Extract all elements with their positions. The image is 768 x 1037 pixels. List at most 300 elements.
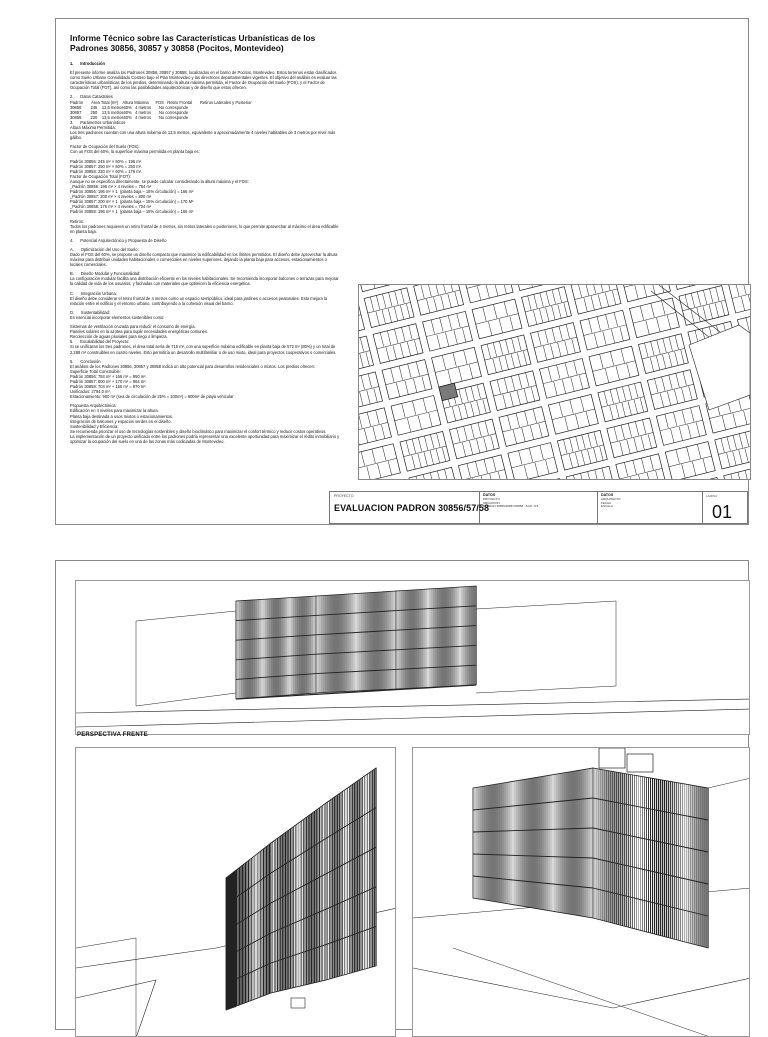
map-parcel <box>437 335 440 349</box>
map-parcel <box>642 420 645 434</box>
map-parcel <box>387 331 390 345</box>
map-parcel <box>676 450 679 464</box>
map-parcel <box>721 438 724 452</box>
map-parcel <box>709 305 712 319</box>
map-parcel <box>409 325 412 339</box>
map-parcel <box>621 349 624 363</box>
map-parcel <box>510 316 513 330</box>
map-parcel <box>424 452 427 466</box>
map-parcel <box>546 307 549 321</box>
title-block-project <box>330 492 480 523</box>
map-parcel <box>373 427 376 441</box>
map-parcel <box>651 341 654 355</box>
map-parcel <box>641 436 644 450</box>
map-parcel <box>372 285 375 289</box>
map-parcel <box>594 432 597 446</box>
title-block-data-1 <box>480 492 598 523</box>
map-parcel <box>709 289 712 303</box>
map-parcel <box>565 417 568 431</box>
report-paragraph: 2. Datos Catastrales Padrón Área Total (m²) Altura Máxima FOS Retiro Frontal Retiros Laterales y Posterior 30856 245 13,5 metros60% 4 metros No corresponde 30857 250 13,5 metros60% 4 metros No corresponde 30858 220 13,5 metros60% 4 metros No corresponde 3. Parámetros Urbanísticos Altura Máxima Permitida: Los tres padrones cuentan con una altura máxima de 13,5 metros, equivalente a aproximadamente 4 niveles habitables de 3 metros por nivel más gálibo. <box>70 94 340 140</box>
map-parcel <box>674 390 677 404</box>
map-parcel <box>687 447 690 461</box>
map-parcel <box>602 468 605 479</box>
map-parcel <box>682 464 685 478</box>
map-parcel <box>389 292 392 306</box>
map-parcel <box>656 471 659 479</box>
map-parcel <box>600 354 603 368</box>
map-block <box>571 285 621 314</box>
map-parcel <box>457 428 460 442</box>
map-parcel <box>598 294 601 308</box>
map-parcel <box>491 435 494 449</box>
map-parcel <box>692 461 695 475</box>
map-block <box>513 285 563 291</box>
map-parcel <box>518 374 521 388</box>
map-parcel <box>545 330 548 344</box>
project-label: PROYECTO <box>334 494 475 498</box>
data-line: ESCALA <box>601 505 699 509</box>
map-parcel <box>475 461 478 475</box>
map-parcel <box>395 410 438 421</box>
map-parcel <box>471 402 474 416</box>
map-parcel <box>671 429 674 443</box>
map-parcel <box>524 465 527 479</box>
data-line: PROYECTO <box>483 498 594 502</box>
map-parcel <box>517 391 520 405</box>
map-parcel <box>471 424 474 438</box>
report-paragraph: C. Integración Urbana: El diseño debe considerar el retiro frontal de 4 metros como un espacio semipúblico, ideal para jardines o accesos peatonales. Esto mejora la relación entre el edificio y el entorno urbano, contribuyendo a la cohesión visual del barrio. <box>70 291 340 306</box>
map-parcel <box>688 425 691 439</box>
map-parcel <box>413 379 416 393</box>
data-heading-1: DATOS <box>483 494 594 498</box>
map-parcel <box>682 388 685 402</box>
report-paragraph: Padrón 30856: 245 m² × 60% = 196 m². Padrón 30857: 250 m² × 60% = 250 m². Padrón 30858: 220 m² × 60% = 176 m². Factor de Ocupación Total (FOT): Aunque no se especifica directamente, se puede calcular considerando la altura máxima y el FOS: _Padrón 30856: 196 m² × 4 niveles = 784 m² Padrón 30856: 196 m² × 1 (planta baja – 15% circulación) = 166 m² _Padrón 30857: 200 m² × 4 niveles = 800 m² Padrón 30857: 200 m² × 1 (planta baja – 15% circulación) = 170 M² _Padrón 30858: 176 m² × 4 niveles = 704 m² Padrón 30858: 196 m² × 1 (planta baja – 15% circulación) = 166 m² <box>70 159 340 215</box>
map-parcel <box>559 402 562 416</box>
map-parcel <box>648 434 651 448</box>
map-parcel <box>579 375 582 389</box>
map-parcel <box>662 377 665 391</box>
map-parcel <box>619 468 662 479</box>
map-block <box>359 285 405 292</box>
map-parcel <box>727 453 730 467</box>
data-line: UBICACION <box>483 502 594 506</box>
map-parcel <box>455 292 458 306</box>
map-parcel <box>359 414 362 428</box>
map-parcel <box>430 451 433 465</box>
map-parcel <box>580 397 583 411</box>
rooftop-volume <box>627 754 653 772</box>
map-parcel <box>581 451 584 465</box>
map-parcel <box>378 464 381 478</box>
map-parcel <box>654 379 657 393</box>
map-parcel <box>372 449 375 463</box>
map-parcel <box>505 356 508 370</box>
map-parcel <box>639 475 642 479</box>
map-parcel <box>616 388 619 402</box>
map-parcel <box>621 425 624 439</box>
map-parcel <box>504 378 507 392</box>
map-parcel <box>478 423 481 437</box>
map-parcel <box>716 287 719 301</box>
map-parcel <box>494 285 497 296</box>
report-paragraph: El presente informe analiza los Padrones 30856, 30857 y 30858, localizados en el barrio de Pocitos, Montevideo. Estos terrenos están clasificados como Suelo Urbano Consolidado Costero bajo el Plan Montevideo y las directrices departamentales vigentes. El objetivo del análisis es evaluar las características urbanísticas de los predios, determinando la altura máxima permitida, el Factor de Ocupación del Suelo (FOS), y el Factor de Ocupación Total (FOT), así como las posibilidades arquitectónicas y de diseño que estos ofrecen. <box>70 70 340 90</box>
map-parcel <box>416 476 419 479</box>
map-parcel <box>543 346 546 360</box>
map-parcel <box>669 456 712 467</box>
map-parcel <box>533 310 536 324</box>
map-parcel <box>454 330 457 344</box>
map-parcel <box>722 416 725 430</box>
map-parcel <box>462 443 465 457</box>
map-parcel <box>570 400 573 414</box>
map-parcel <box>511 354 514 368</box>
map-parcel <box>594 333 597 347</box>
map-parcel <box>519 451 522 465</box>
map-parcel <box>540 293 543 307</box>
map-parcel <box>566 324 569 338</box>
map-parcel <box>442 285 445 293</box>
map-parcel <box>578 285 581 297</box>
left-perspective-drawing <box>76 748 396 1037</box>
map-block <box>458 455 508 479</box>
map-parcel <box>412 439 415 453</box>
map-parcel <box>731 474 734 479</box>
map-parcel <box>669 375 672 389</box>
map-parcel <box>635 422 638 436</box>
map-parcel <box>673 412 676 426</box>
map-parcel <box>367 412 370 426</box>
map-parcel <box>370 297 373 311</box>
map-grid <box>359 285 750 479</box>
map-parcel <box>624 462 627 476</box>
map-parcel <box>511 376 514 390</box>
map-parcel <box>381 425 384 439</box>
map-parcel <box>667 315 670 329</box>
map-parcel <box>739 450 742 464</box>
map-parcel <box>359 458 397 469</box>
map-parcel <box>416 362 419 376</box>
map-parcel <box>452 407 455 421</box>
map-parcel <box>574 361 577 375</box>
map-parcel <box>690 408 693 422</box>
report-paragraph: Retiros: Todos los padrones requieren un retiro frontal de 4 metros, sin retiros laterales o posteriores, lo que permite aprovechar al máximo el área edificable en planta baja. <box>70 219 340 234</box>
map-parcel <box>588 433 591 447</box>
map-parcel <box>435 362 478 373</box>
map-block <box>414 285 464 315</box>
map-parcel <box>530 426 533 440</box>
map-parcel <box>696 422 699 436</box>
map-parcel <box>428 285 431 297</box>
map-block <box>715 429 750 469</box>
map-parcel <box>465 388 468 402</box>
map-parcel <box>620 327 623 341</box>
map-parcel <box>445 332 448 346</box>
data-heading-2: DATOS <box>601 494 699 498</box>
map-parcel <box>633 460 636 474</box>
map-parcel <box>628 423 631 437</box>
map-parcel <box>605 293 608 307</box>
map-parcel <box>588 472 591 479</box>
map-parcel <box>535 463 538 477</box>
neighbor-edge <box>708 778 750 788</box>
map-parcel <box>627 440 630 454</box>
map-parcel <box>437 471 440 479</box>
map-parcel <box>634 384 637 398</box>
map-parcel <box>628 401 631 415</box>
map-parcel <box>727 437 730 451</box>
map-parcel <box>423 398 426 412</box>
map-parcel <box>360 354 363 368</box>
map-parcel <box>477 286 480 300</box>
map-parcel <box>429 413 432 427</box>
map-parcel <box>595 470 598 479</box>
map-parcel <box>487 344 490 358</box>
map-parcel <box>611 329 614 343</box>
data-line: ARQUITECTO <box>601 498 699 502</box>
map-parcel <box>582 435 585 449</box>
map-parcel <box>614 312 617 326</box>
map-parcel <box>448 370 451 384</box>
map-parcel <box>459 367 462 381</box>
report-paragraph: Propuesta Arquitectónica: Edificación en 4 niveles para maximizar la altura. Planta baja destinada a usos mixtos o estacionamientos. Integración de balcones y espacios verdes en el diseño. Sostenibilidad y Eficiencia: Se recomienda priorizar el uso de tecnologías sostenibles y diseño bioclimático para maximizar el confort térmico y reducir costos operativos. La implementación de un proyecto unificado entre los padrones podría representar una excelente oportunidad para maximizar el rédito inmobiliario y optimizar la ocupación del suelo en una de las zonas más codiciadas de Montevideo. <box>70 403 340 444</box>
map-parcel <box>703 459 706 473</box>
neighbor-building <box>136 611 236 706</box>
map-parcel <box>488 322 491 336</box>
report-body <box>70 61 340 444</box>
title-block-sheet <box>703 492 747 523</box>
map-parcel <box>366 352 369 366</box>
map-parcel <box>661 301 664 315</box>
map-parcel <box>743 285 746 294</box>
map-parcel <box>418 415 421 429</box>
map-parcel <box>441 295 444 309</box>
map-block <box>728 285 750 313</box>
map-parcel <box>436 449 439 463</box>
map-parcel <box>741 297 744 311</box>
map-parcel <box>422 376 425 390</box>
map-parcel <box>564 303 567 317</box>
map-parcel <box>552 409 595 420</box>
map-parcel <box>565 341 568 355</box>
map-parcel <box>738 472 741 479</box>
map-parcel <box>525 411 528 425</box>
map-parcel <box>576 436 579 450</box>
map-parcel <box>402 403 405 417</box>
map-parcel <box>554 382 557 396</box>
map-parcel <box>386 374 429 385</box>
map-parcel <box>689 386 692 400</box>
map-parcel <box>471 386 474 400</box>
neighbor-building <box>476 601 616 693</box>
map-block <box>665 442 715 479</box>
map-block <box>359 300 365 340</box>
map-parcel <box>485 421 488 435</box>
map-parcel <box>412 401 415 415</box>
map-parcel <box>418 437 421 451</box>
map-parcel <box>504 302 507 316</box>
map-parcel <box>586 412 589 426</box>
map-parcel <box>543 373 586 384</box>
map-parcel <box>745 432 748 446</box>
map-parcel <box>660 393 663 407</box>
map-parcel <box>697 444 700 458</box>
map-parcel <box>739 434 742 448</box>
map-parcel <box>453 353 456 367</box>
map-parcel <box>512 457 555 468</box>
report-paragraph: 5. Conclusión El análisis de los Padrones 30856, 30857 y 30858 indica un alto potencial para desarrollos residenciales o mixtos. Los predios ofrecen: Superficie Total Construible: Padrón 30856: 784 m² + 166 m² = 950 m². Padrón 30857: 800 m² + 170 m² = 964 m². Padrón 30858: 704 m² + 166 m² = 870 m². Unificados: 2794,0 m². Estacionamiento: 900 m² (sea de circulación de 25% = 100m²) = 600m² de playa vehicular <box>70 359 340 400</box>
map-parcel <box>484 437 487 451</box>
map-parcel <box>469 441 472 455</box>
map-parcel <box>393 345 396 359</box>
sheet-perspectives <box>55 560 749 1030</box>
map-parcel <box>715 303 718 317</box>
facade-shadow <box>226 870 236 1010</box>
map-parcel <box>587 450 590 464</box>
map-parcel <box>507 415 510 429</box>
map-parcel <box>573 475 576 479</box>
map-parcel <box>493 343 496 357</box>
map-parcel <box>412 455 415 469</box>
map-parcel <box>388 461 391 475</box>
map-parcel <box>732 288 750 299</box>
map-parcel <box>503 421 546 432</box>
map-parcel <box>610 351 613 365</box>
map-parcel <box>469 365 472 379</box>
map-parcel <box>483 399 486 413</box>
street-line <box>76 980 156 1037</box>
highlighted-padrones <box>439 383 458 400</box>
map-parcel <box>563 439 566 453</box>
map-parcel <box>503 285 506 294</box>
map-parcel <box>585 285 588 295</box>
map-parcel <box>640 398 643 412</box>
map-block <box>621 285 671 302</box>
map-parcel <box>657 340 660 354</box>
data-line: FECHA <box>601 502 699 506</box>
map-parcel <box>400 344 403 358</box>
map-parcel <box>361 452 364 466</box>
map-parcel <box>437 433 440 447</box>
map-parcel <box>493 359 496 373</box>
map-parcel <box>635 285 638 299</box>
map-parcel <box>414 340 417 354</box>
map-parcel <box>558 343 561 357</box>
map-block <box>508 443 558 479</box>
map-parcel <box>557 365 560 379</box>
map-parcel <box>633 312 676 323</box>
map-parcel <box>691 293 694 307</box>
map-parcel <box>364 429 367 443</box>
title-block-data-2 <box>598 492 703 523</box>
map-parcel <box>449 285 452 291</box>
map-parcel <box>744 411 747 425</box>
map-parcel <box>628 385 631 399</box>
map-parcel <box>584 325 627 336</box>
map-parcel <box>526 373 529 387</box>
map-parcel <box>517 353 520 367</box>
map-parcel <box>548 367 551 381</box>
map-parcel <box>682 410 685 424</box>
map-parcel <box>558 304 561 318</box>
map-parcel <box>605 369 608 383</box>
map-parcel <box>426 326 469 337</box>
map-parcel <box>663 338 666 352</box>
map-parcel <box>675 352 678 366</box>
map-parcel <box>552 328 555 342</box>
map-parcel <box>388 309 391 323</box>
map-parcel <box>484 459 487 473</box>
map-parcel <box>426 299 429 313</box>
data-line: PADRON 30856/30857/30858 · SUP. 715 <box>483 505 594 509</box>
map-parcel <box>679 427 682 441</box>
map-parcel <box>622 403 625 417</box>
map-parcel <box>565 363 568 377</box>
report-title: Informe Técnico sobre las Características Urbanísticas de los Padrones 30856, 30857 y 30858 (Pocitos, Montevideo) <box>70 33 340 53</box>
map-parcel <box>374 388 377 402</box>
project-title: EVALUACION PADRON 30856/57/58 <box>334 503 475 513</box>
map-parcel <box>444 469 447 479</box>
map-parcel <box>640 306 643 320</box>
map-parcel <box>512 338 515 352</box>
map-parcel <box>546 291 549 305</box>
map-parcel <box>464 404 467 418</box>
front-perspective-panel <box>75 580 750 735</box>
map-parcel <box>486 285 489 298</box>
map-parcel <box>462 328 465 342</box>
map-parcel <box>516 413 519 427</box>
map-parcel <box>448 294 451 308</box>
map-parcel <box>703 290 706 304</box>
map-parcel <box>539 424 542 438</box>
map-parcel <box>575 414 578 428</box>
map-parcel <box>442 355 445 369</box>
map-parcel <box>643 285 646 297</box>
map-parcel <box>367 466 370 479</box>
map-parcel <box>399 366 402 380</box>
front-perspective-caption: PERSPECTIVA FRENTE <box>77 732 148 738</box>
map-parcel <box>405 381 408 395</box>
map-parcel <box>559 326 562 340</box>
street-line <box>413 968 750 1008</box>
map-parcel <box>503 394 506 408</box>
map-parcel <box>733 413 736 427</box>
map-parcel <box>647 473 650 479</box>
map-block <box>359 372 383 412</box>
map-parcel <box>396 383 399 397</box>
map-parcel <box>499 319 502 333</box>
map-parcel <box>394 307 397 321</box>
map-parcel <box>572 339 575 353</box>
map-parcel <box>745 470 748 479</box>
map-parcel <box>571 377 574 391</box>
map-parcel <box>421 285 424 298</box>
map-parcel <box>597 317 600 331</box>
map-parcel <box>408 364 411 378</box>
map-parcel <box>462 470 505 479</box>
report-paragraph: D. Sustentabilidad: Es esencial incorporar elementos sostenibles como: <box>70 310 340 320</box>
map-parcel <box>497 380 500 394</box>
map-parcel <box>406 441 409 455</box>
map-parcel <box>616 366 619 380</box>
map-parcel <box>522 428 525 442</box>
map-parcel <box>382 294 385 308</box>
map-parcel <box>360 392 363 406</box>
front-perspective-drawing <box>76 581 750 735</box>
map-parcel <box>464 426 467 440</box>
map-parcel <box>360 338 363 352</box>
map-parcel <box>359 386 379 397</box>
map-parcel <box>406 304 409 318</box>
